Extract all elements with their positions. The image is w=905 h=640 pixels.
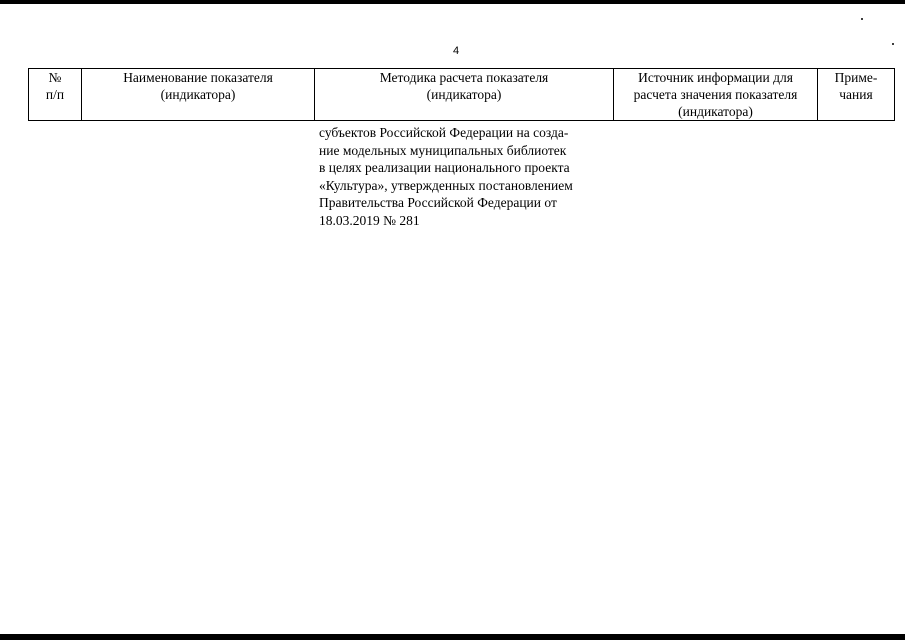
- cell-information-source: [614, 121, 818, 122]
- indicators-table: [28, 68, 895, 121]
- text-line: Правительства Российской Федерации от: [319, 195, 557, 211]
- cell-calculation-method: [315, 121, 614, 122]
- scan-bottom-edge: [0, 634, 905, 640]
- header-indicator-name: Наименование показателя (индикатора): [82, 69, 315, 121]
- page-number: 4: [452, 45, 460, 57]
- header-information-source: Источник информации для расчета значения показателя (индикатора): [614, 69, 818, 121]
- cell-notes: [818, 121, 895, 122]
- header-number: № п/п: [29, 69, 82, 121]
- cell-number: [29, 121, 82, 122]
- text-line: в целях реализации национального проекта: [319, 160, 570, 176]
- text-line: ние модельных муниципальных библиотек: [319, 142, 567, 158]
- method-description-text: [319, 124, 619, 230]
- cell-indicator-name: [82, 121, 315, 122]
- scan-top-edge: [0, 0, 905, 4]
- header-notes: Приме- чания: [818, 69, 895, 121]
- text-line: «Культура», утвержденных постановлением: [319, 177, 573, 193]
- text-line: субъектов Российской Федерации на созда-: [319, 125, 569, 140]
- table-row: [29, 121, 895, 122]
- header-calculation-method: Методика расчета показателя (индикатора): [315, 69, 614, 121]
- scan-speck: [861, 18, 863, 20]
- table-header-row: [29, 69, 895, 121]
- text-line: 18.03.2019 № 281: [319, 212, 420, 228]
- scan-speck: [892, 43, 894, 45]
